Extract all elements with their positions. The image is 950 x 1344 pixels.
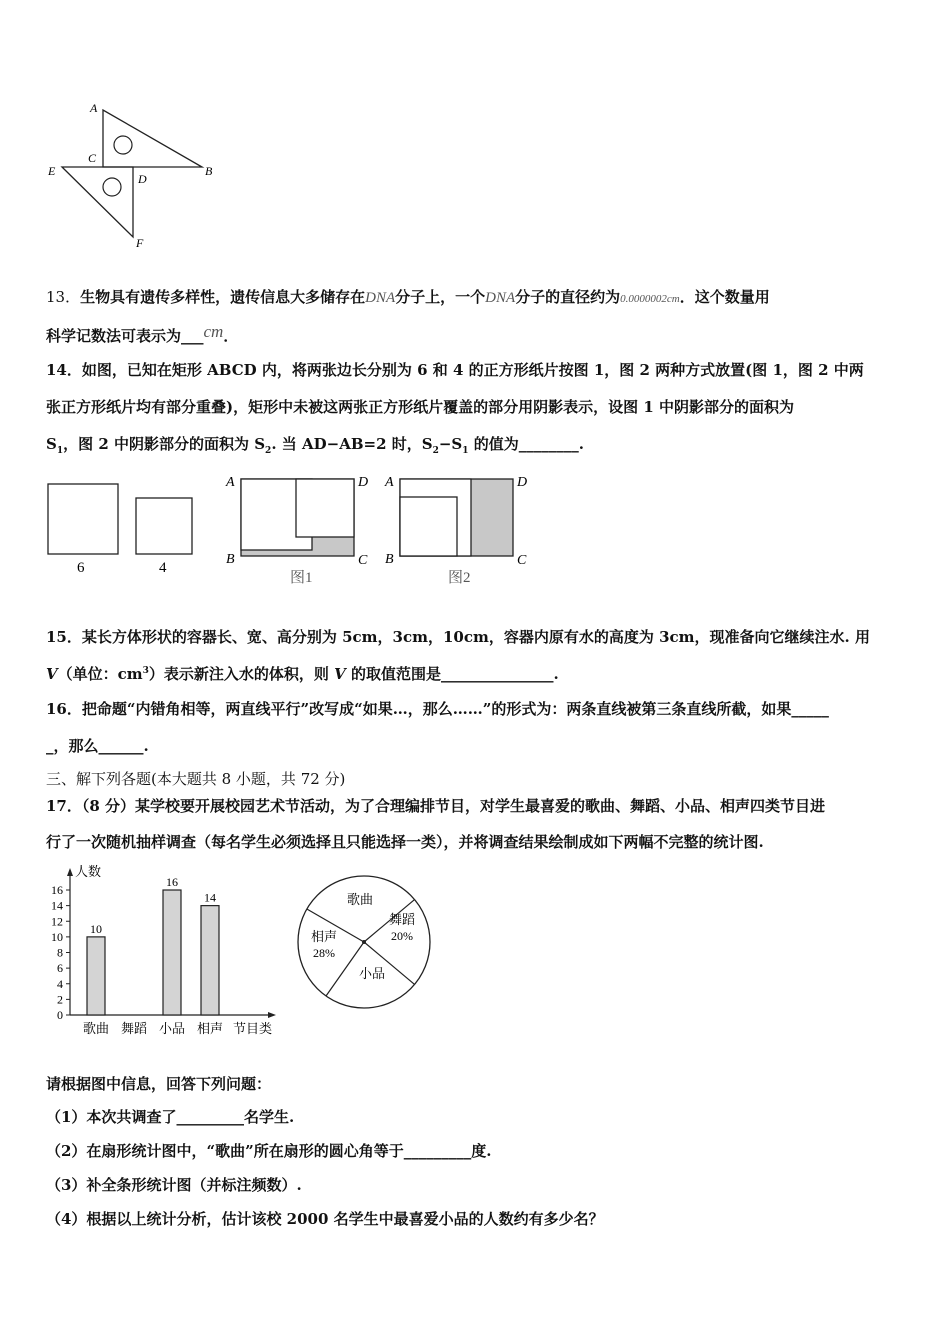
q15-line1: 15．某长方体形状的容器长、宽、高分别为 5cm，3cm，10cm，容器内原有水的高度为 3cm，现准备向它继续注水. 用: [46, 628, 870, 646]
bar: [163, 890, 181, 1015]
circle-upper: [114, 136, 132, 154]
q14-line3: [46, 433, 584, 456]
q13-value: 0.0000002cm: [620, 293, 680, 305]
q14-text-c: . 当 AD−AB=2 时，S: [271, 435, 433, 453]
q17-sub1: （1）本次共调查了_________名学生.: [46, 1108, 295, 1126]
q13-text5: 科学记数法可表示为___: [46, 327, 204, 345]
pie-slice-label: 小品: [358, 966, 386, 981]
triangles-figure: [40, 95, 230, 255]
q14-text-e: 的值为________.: [468, 435, 584, 453]
x-tick-label: 相声: [196, 1021, 224, 1036]
pie-center: [362, 940, 366, 944]
q17-line1: 17．（8 分）某学校要开展校园艺术节活动，为了合理编排节目，对学生最喜爱的歌曲、舞蹈、小品、相声四类节目进: [46, 797, 826, 815]
label-b: B: [205, 164, 213, 178]
pie-chart: [292, 870, 437, 1015]
square-6: [48, 484, 118, 554]
y-tick-label: 12: [51, 914, 63, 929]
y-tick-label: 6: [57, 961, 63, 976]
q13-text1: 生物具有遗传多样性，遗传信息大多储存在: [80, 288, 366, 306]
fig2-d: D: [517, 475, 528, 490]
bar-value-label: 14: [204, 890, 216, 905]
label-c: C: [88, 151, 97, 165]
y-tick-label: 2: [57, 992, 63, 1007]
q17-sub2: （2）在扇形统计图中，“歌曲”所在扇形的圆心角等于_________度.: [46, 1142, 492, 1160]
label-a: A: [90, 101, 98, 115]
pie-slice-percent: 20%: [391, 929, 413, 943]
square-6-label: 6: [77, 560, 85, 576]
fig1-b: B: [226, 552, 235, 567]
q13-end: ．: [223, 327, 239, 345]
fig2-c: C: [517, 553, 527, 568]
label-e: E: [48, 164, 56, 178]
q15-unit-open: （单位：cm: [57, 665, 143, 683]
q13-line1: [46, 286, 770, 307]
square-4-label: 4: [159, 560, 167, 576]
square-4: [136, 498, 192, 554]
pie-slice-percent: 28%: [313, 946, 335, 960]
x-tick-label: 舞蹈: [120, 1021, 148, 1036]
bar-chart: [40, 860, 290, 1045]
x-tick-label: 小品: [158, 1021, 186, 1036]
label-f: F: [136, 236, 144, 250]
y-tick-label: 4: [57, 976, 63, 991]
bar: [201, 906, 219, 1015]
squares-figure: [40, 468, 540, 593]
pie-slice-label: 歌曲: [346, 892, 374, 907]
fig1-label: 图1: [290, 570, 313, 586]
label-d: D: [138, 172, 147, 186]
bar: [87, 937, 105, 1015]
q14-text-b: ，图 2 中阴影部分的面积为 S: [63, 435, 266, 453]
y-tick-label: 8: [57, 945, 63, 960]
q15-sup: 3: [142, 666, 149, 676]
q14-sub4: 1: [462, 446, 469, 456]
q14-sub3: 2: [432, 446, 439, 456]
x-axis-arrow: [268, 1012, 276, 1018]
circle-lower: [103, 178, 121, 196]
q13-text4: ．这个数量用: [679, 288, 770, 306]
q14-s: S: [46, 435, 57, 453]
q17-intro: 请根据图中信息，回答下列问题：: [46, 1075, 272, 1093]
q14-line1: 14．如图，已知在矩形 ABCD 内，将两张边长分别为 6 和 4 的正方形纸片按图 1，图 2 两种方式放置(图 1，图 2 中两: [46, 361, 864, 379]
fig1-d: D: [358, 475, 369, 490]
y-axis-label: 人数: [75, 864, 102, 879]
q13-text3: 分子的直径约为: [515, 288, 621, 306]
x-axis-label: 节目类: [233, 1021, 273, 1036]
q15-text-c: ）表示新注入水的体积，则: [148, 665, 335, 683]
q14-text-d: −S: [438, 435, 463, 453]
q16-line2: _，那么______.: [46, 737, 149, 755]
fig2-label: 图2: [448, 570, 471, 586]
y-axis-arrow: [67, 868, 73, 876]
q15-v2: V: [334, 665, 346, 683]
y-tick-label: 0: [57, 1008, 63, 1022]
q13-line2: [46, 322, 238, 346]
triangle-edf: [62, 167, 133, 237]
q13-dna2: DNA: [485, 290, 516, 306]
q13-number: 13．: [46, 288, 81, 306]
q15-line2: [46, 663, 559, 684]
section-3-heading: 三、解下列各题(本大题共 8 小题，共 72 分): [46, 770, 346, 788]
q13-text2: 分子上，一个: [395, 288, 486, 306]
fig2-square4: [400, 497, 457, 556]
q13-unit: cm: [203, 322, 224, 341]
fig2-b: B: [385, 552, 394, 567]
y-tick-label: 10: [51, 929, 63, 944]
fig2-a: A: [385, 475, 394, 490]
y-tick-label: 16: [51, 883, 63, 897]
bar-value-label: 16: [166, 875, 178, 889]
pie-slice-label: 舞蹈: [388, 912, 416, 927]
fig1-square4: [296, 479, 354, 537]
x-tick-label: 歌曲: [82, 1021, 110, 1036]
q17-sub4: （4）根据以上统计分析，估计该校 2000 名学生中最喜爱小品的人数约有多少名？: [46, 1210, 604, 1228]
q17-line2: 行了一次随机抽样调查（每名学生必须选择且只能选择一类），并将调查结果绘制成如下两幅不完整的统计图.: [46, 833, 764, 851]
q14-sub2: 2: [265, 446, 272, 456]
q17-sub3: （3）补全条形统计图（并标注频数）.: [46, 1176, 302, 1194]
fig1-c: C: [358, 553, 368, 568]
q13-dna1: DNA: [365, 290, 396, 306]
q14-line2: 张正方形纸片均有部分重叠)，矩形中未被这两张正方形纸片覆盖的部分用阴影表示，设图 1 中阴影部分的面积为: [46, 398, 794, 416]
bar-value-label: 10: [90, 921, 102, 936]
q15-v1: V: [46, 665, 58, 683]
q16-line1: 16．把命题“内错角相等，两直线平行”改写成“如果…，那么……”的形式为：两条直线被第三条直线所截，如果_____: [46, 700, 829, 718]
q14-sub1: 1: [56, 446, 64, 456]
q15-text-e: 的取值范围是_______________.: [345, 665, 559, 683]
triangle-acb: [103, 110, 202, 167]
fig1-a: A: [226, 475, 235, 490]
y-tick-label: 14: [51, 898, 63, 913]
pie-slice-label: 相声: [310, 929, 338, 944]
